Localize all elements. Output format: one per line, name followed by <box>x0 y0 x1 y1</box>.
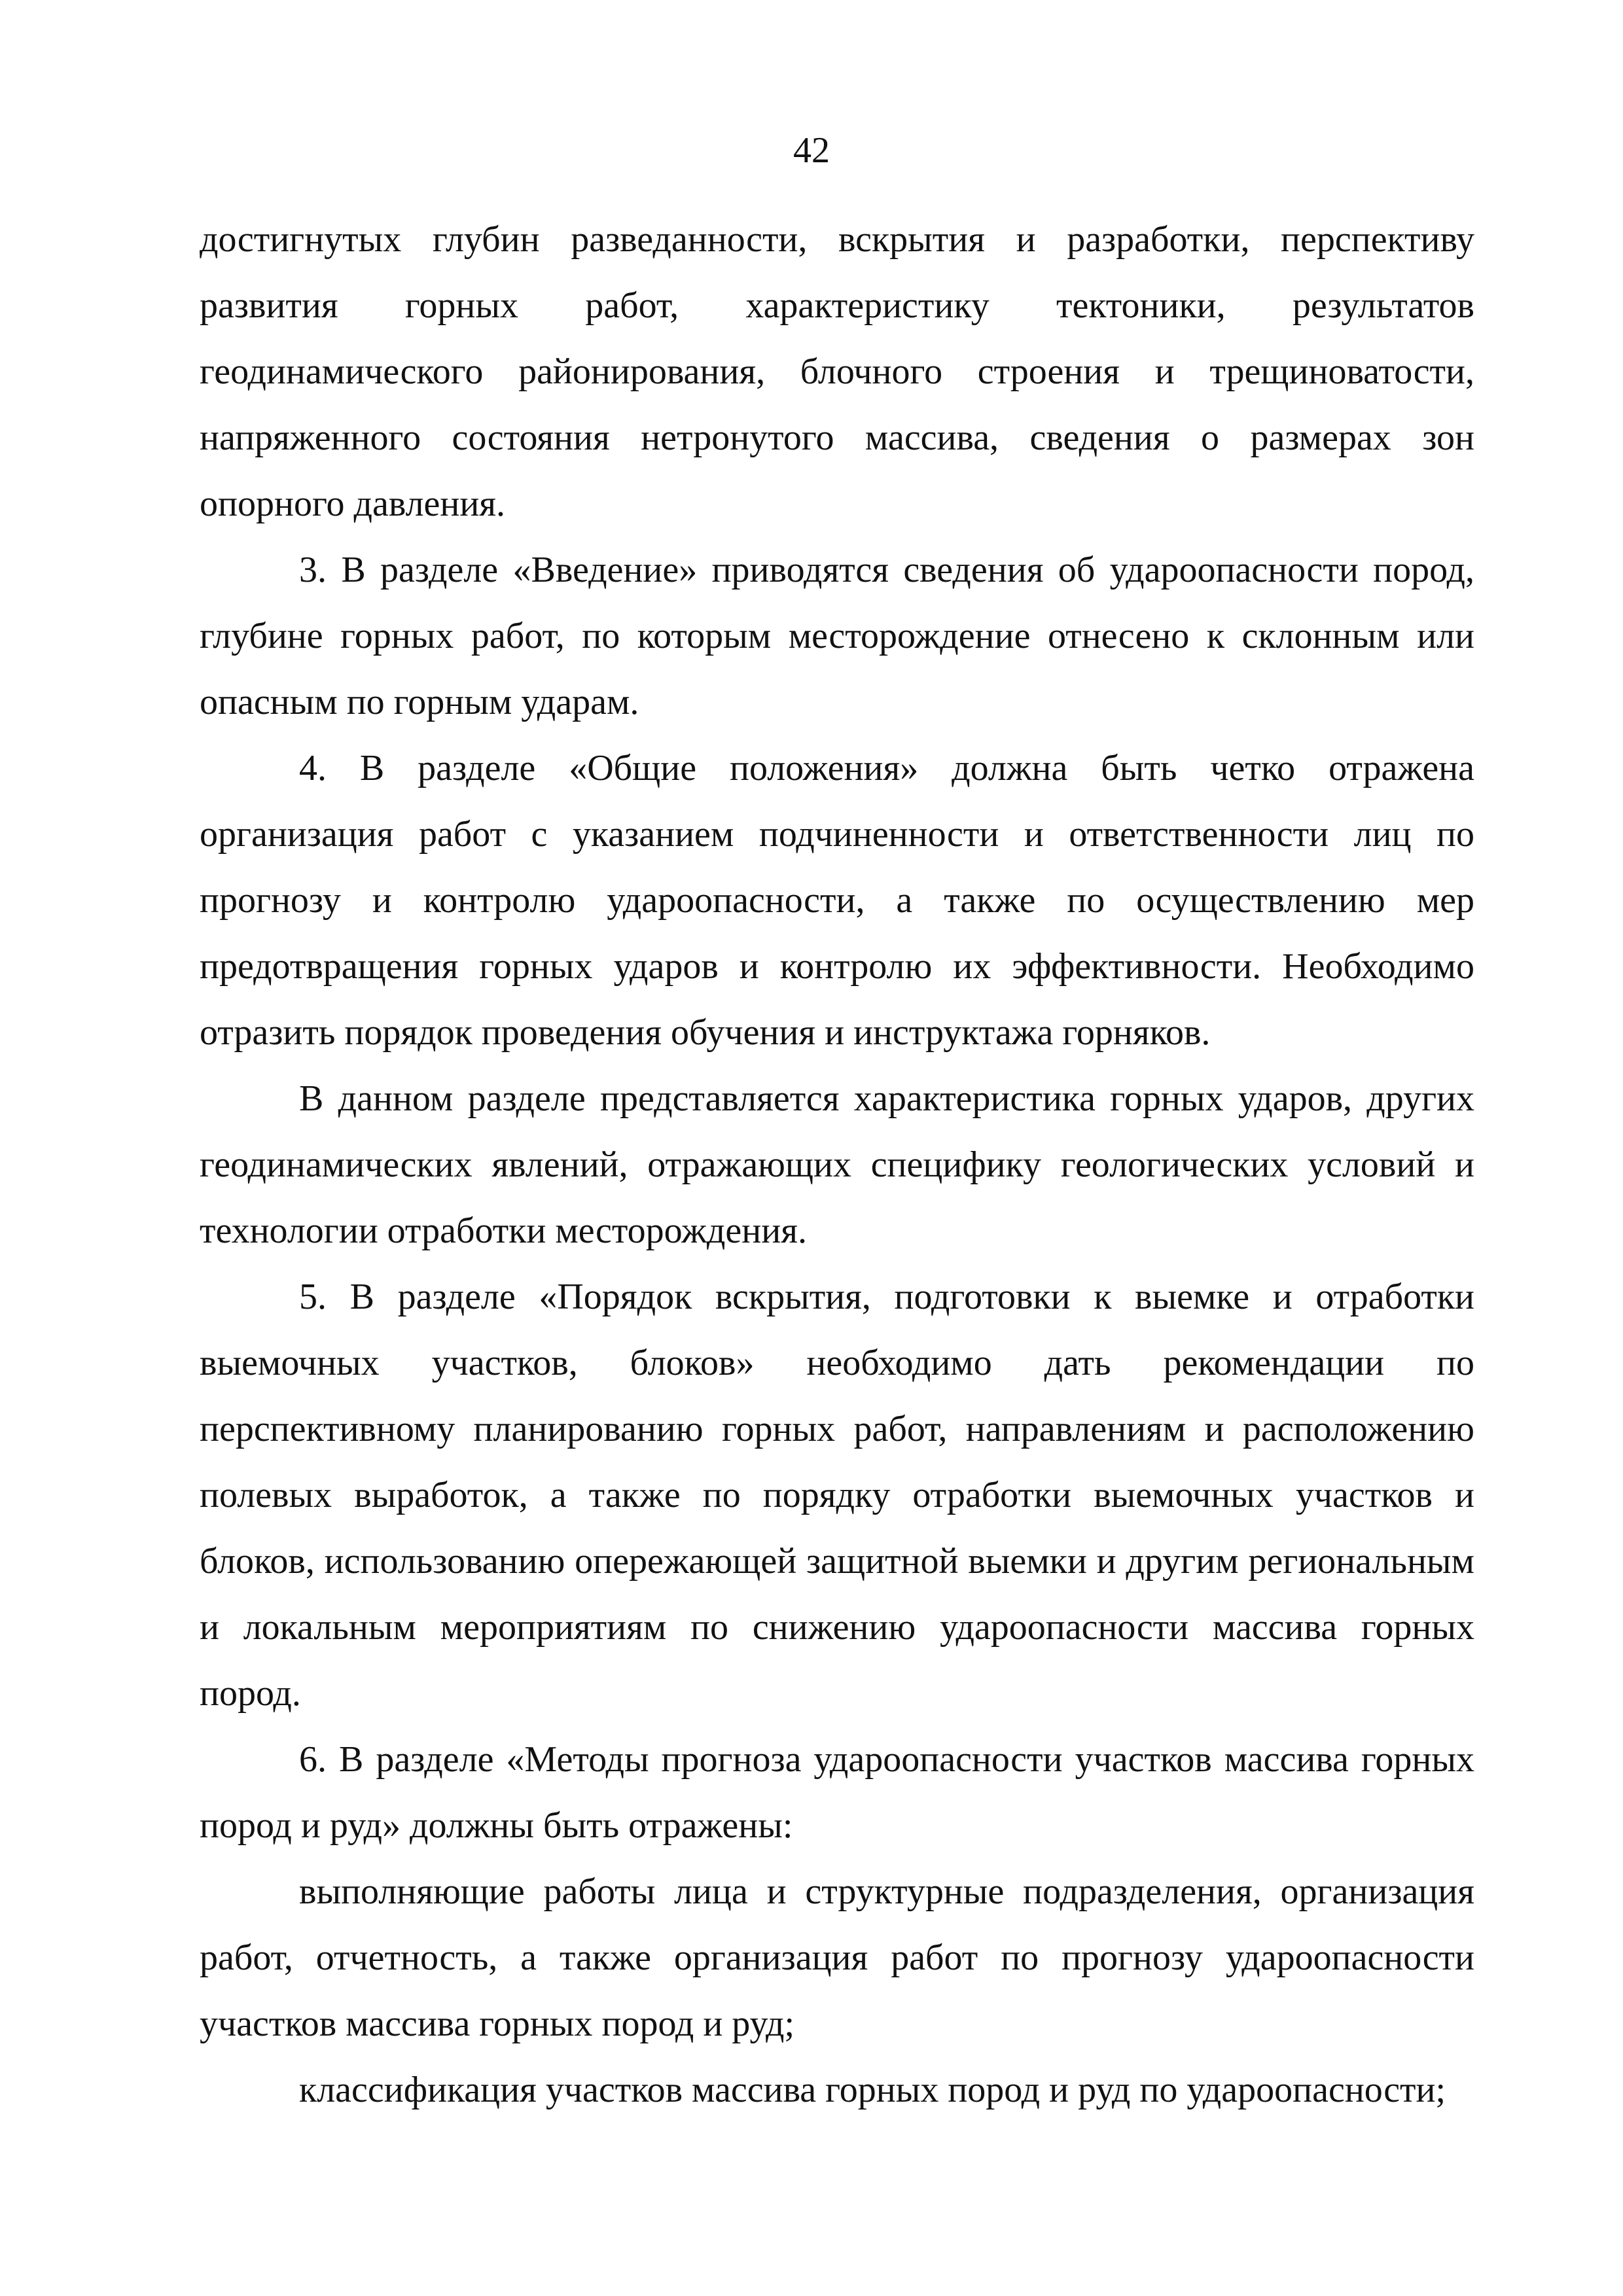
paragraph-list-entry-1: выполняющие работы лица и структурные подразделения, организация работ, отчетность, а также организация работ по прогнозу удароопасности участков массива горных пород и руд; <box>200 1871 1474 2044</box>
document-body <box>200 207 1474 2123</box>
paragraph-continuation: достигнутых глубин разведанности, вскрытия и разработки, перспективу развития горных работ, характеристику тектоники, результатов геодинамического районирования, блочного строения и трещиноватости, напряженного состояния нетронутого массива, сведения о размерах зон опорного давления. <box>200 219 1474 524</box>
paragraph-item-3: 3. В разделе «Введение» приводятся сведения об удароопасности пород, глубине горных работ, по которым месторождение отнесено к склонным или опасным по горным ударам. <box>200 550 1474 722</box>
paragraph-section-description: В данном разделе представляется характеристика горных ударов, других геодинамических явлений, отражающих специфику геологических условий и технологии отработки месторождения. <box>200 1078 1474 1251</box>
paragraph-item-5: 5. В разделе «Порядок вскрытия, подготовки к выемке и отработки выемочных участков, блоков» необходимо дать рекомендации по перспективному планированию горных работ, направлениям и расположению полевых выработок, а также по порядку отработки выемочных участков и блоков, использованию опережающей защитной выемки и другим региональным и локальным мероприятиям по снижению удароопасности массива горных пород. <box>200 1277 1474 1714</box>
paragraph-list-entry-2: классификация участков массива горных пород и руд по удароопасности; <box>299 2070 1446 2110</box>
page-number: 42 <box>793 130 830 171</box>
paragraph-item-6: 6. В разделе «Методы прогноза удароопасности участков массива горных пород и руд» должны быть отражены: <box>200 1739 1474 1846</box>
paragraph-item-4: 4. В разделе «Общие положения» должна быть четко отражена организация работ с указанием подчиненности и ответственности лиц по прогнозу и контролю удароопасности, а также по осуществлению мер предотвращения горных ударов и контролю их эффективности. Необходимо отразить порядок проведения обучения и инструктажа горняков. <box>200 748 1474 1053</box>
